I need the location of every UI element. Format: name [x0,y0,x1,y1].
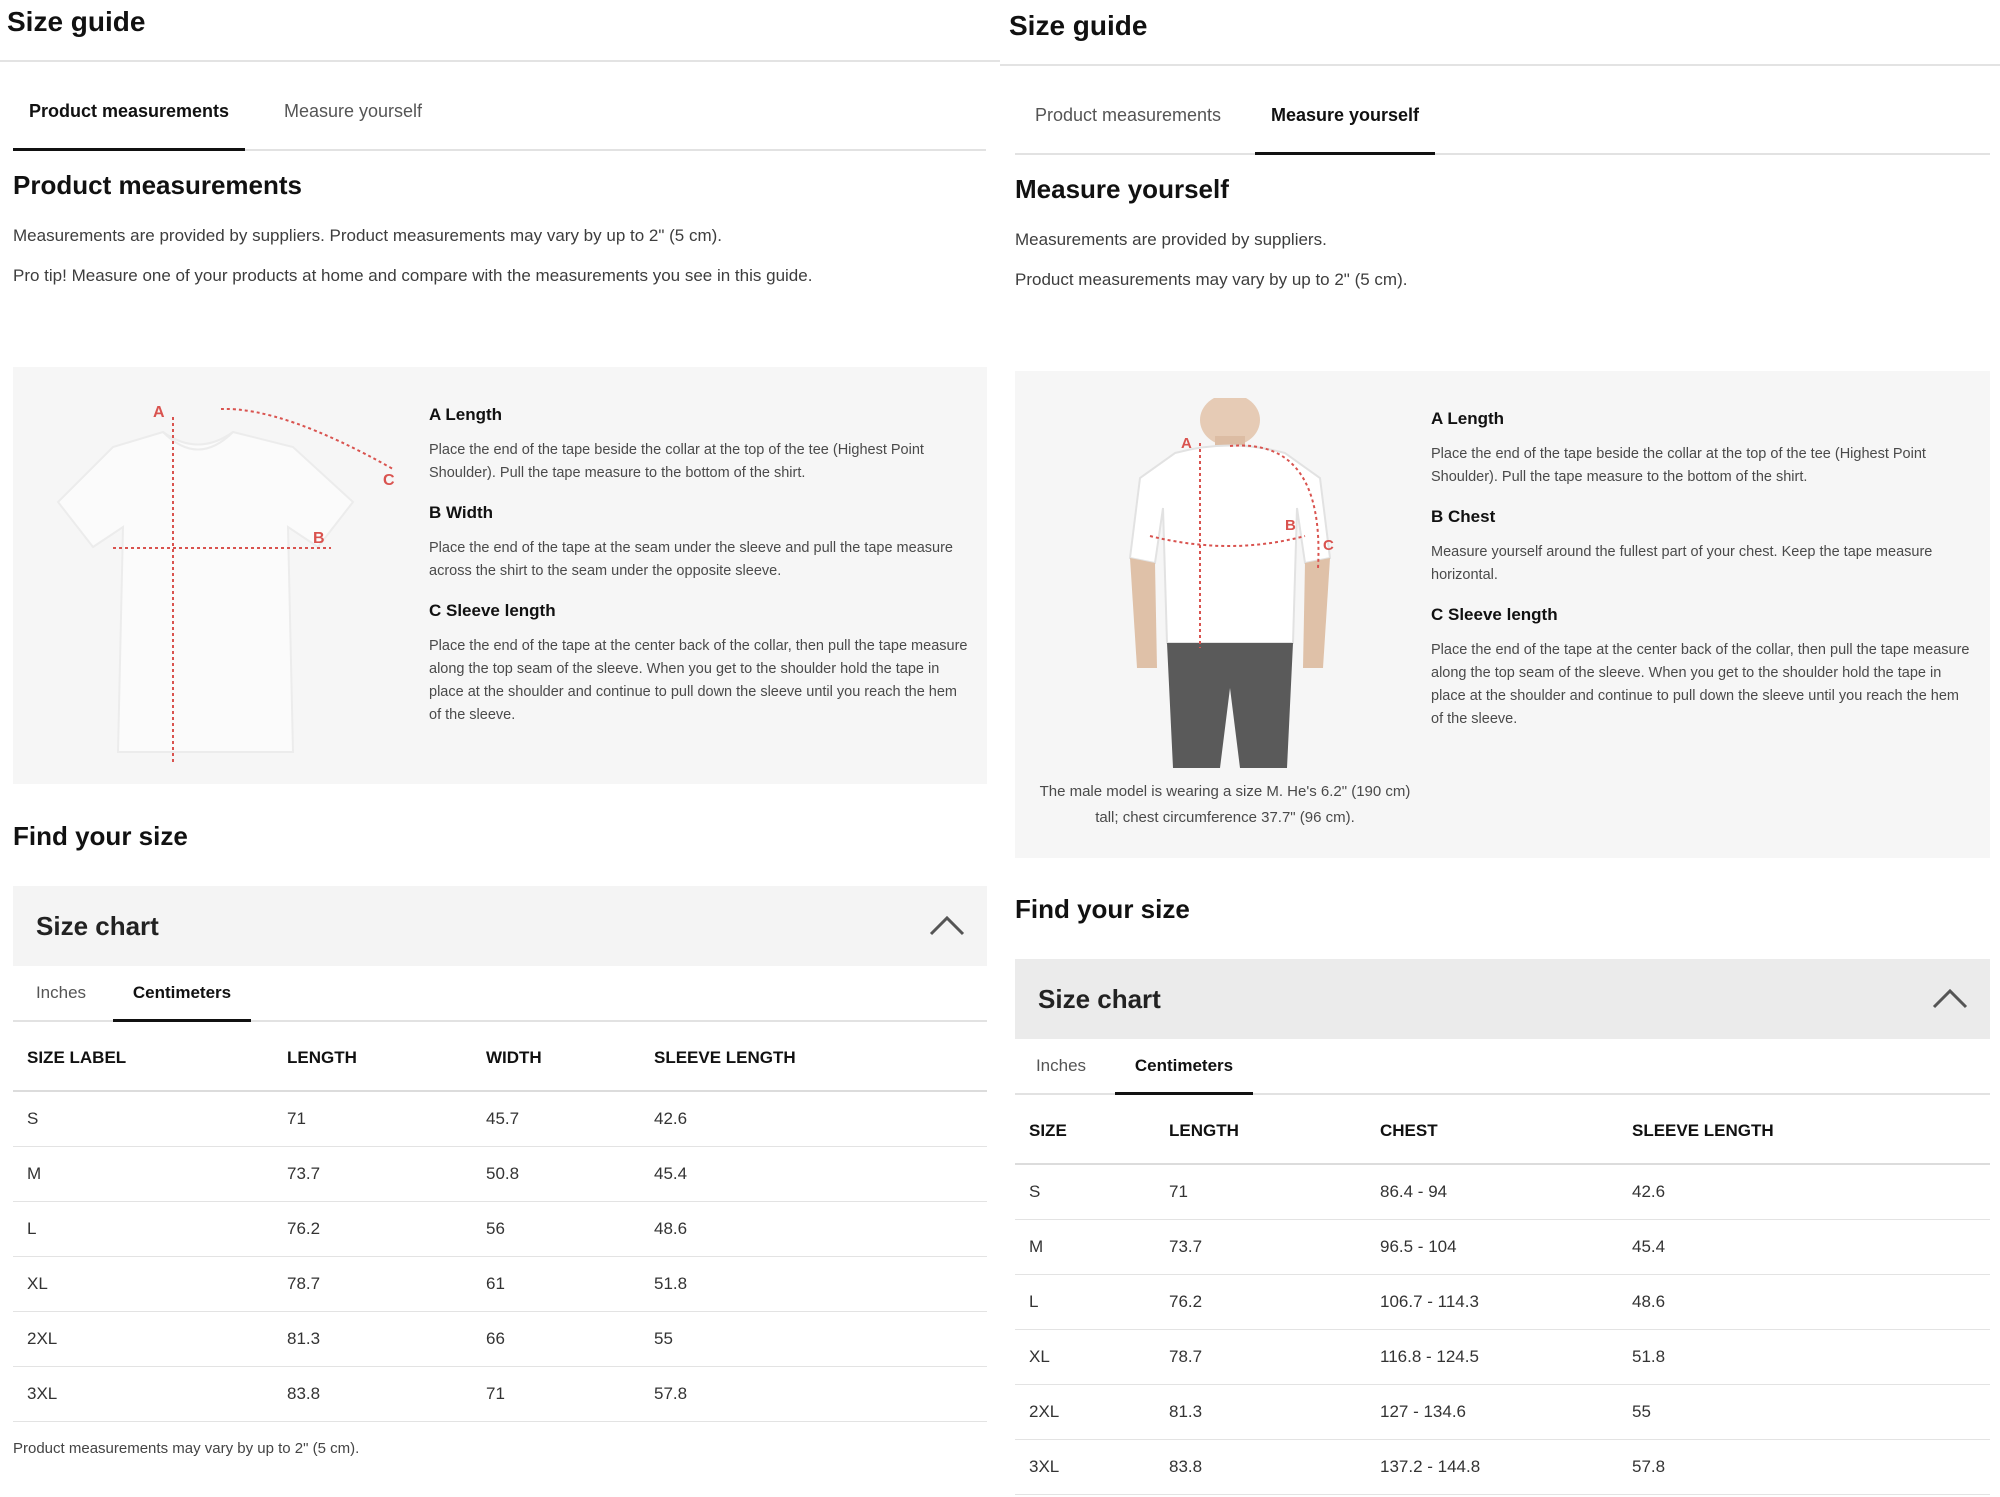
tab-product-measurements[interactable]: Product measurements [1034,105,1222,125]
table-cell: 48.6 [1618,1275,1990,1330]
tab-inches[interactable]: Inches [35,983,87,1002]
table-cell: 86.4 - 94 [1366,1164,1618,1220]
tshirt-diagram [43,397,413,767]
section-heading: Measure yourself [1015,174,1229,204]
table-row [13,1091,987,1147]
table-cell: M [13,1147,273,1202]
column-header: LENGTH [1155,1099,1366,1164]
table-cell: 137.2 - 144.8 [1366,1440,1618,1495]
table-cell: 76.2 [1155,1275,1366,1330]
column-header: LENGTH [273,1026,472,1091]
chevron-up-icon[interactable] [1930,981,1970,1017]
tab-centimeters[interactable]: Centimeters [113,966,251,1022]
table-cell: 3XL [1015,1440,1155,1495]
table-cell: XL [13,1257,273,1312]
table-cell: 48.6 [640,1202,987,1257]
label-c: C [383,472,395,489]
tab-product-measurements[interactable]: Product measurements [13,71,245,151]
column-header: SLEEVE LENGTH [640,1026,987,1091]
measurement-steps [1431,409,1971,749]
table-cell: 45.7 [472,1091,640,1147]
column-header: CHEST [1366,1099,1618,1164]
table-cell: S [1015,1164,1155,1220]
table-row [1015,1440,1990,1495]
size-chart-label: Size chart [36,911,159,941]
step-length-text: Place the end of the tape beside the collar at the top of the tee (Highest Point Shoulder). Pull the tape measure to the bottom of the shirt. [429,442,924,481]
table-cell: L [1015,1275,1155,1330]
table-row [13,1257,987,1312]
table-cell: 71 [273,1091,472,1147]
table-cell: 81.3 [273,1312,472,1367]
table-header-row [13,1026,987,1091]
table-cell: 96.5 - 104 [1366,1220,1618,1275]
unit-tabs [13,966,987,1022]
table-row [1015,1220,1990,1275]
step-chest-text: Measure yourself around the fullest part of your chest. Keep the tape measure horizontal. [1431,544,1933,583]
table-cell: 50.8 [472,1147,640,1202]
step-chest-title: B Chest [1431,507,1496,526]
size-chart-accordion[interactable] [1015,959,1990,1039]
pro-tip-paragraph: Pro tip! Measure one of your products at home and compare with the measurements you see in this guide. [13,266,813,285]
table-cell: 76.2 [273,1202,472,1257]
table-cell: 73.7 [1155,1220,1366,1275]
table-cell: M [1015,1220,1155,1275]
label-a: A [153,404,165,421]
label-b: B [1285,517,1296,534]
model-figure [1115,398,1345,768]
tab-inches[interactable]: Inches [1035,1056,1087,1075]
table-cell: 78.7 [273,1257,472,1312]
step-sleeve-title: C Sleeve length [429,601,556,620]
label-c: C [1323,537,1334,554]
intro-paragraph: Measurements are provided by suppliers. [1015,230,1327,249]
size-guide-title: Size guide [7,6,146,37]
table-cell: 57.8 [640,1367,987,1422]
table-row [13,1367,987,1422]
step-sleeve-title: C Sleeve length [1431,605,1558,624]
variance-paragraph: Product measurements may vary by up to 2" (5 cm). [1015,270,1408,289]
size-chart-accordion[interactable] [13,886,987,966]
title-divider [1000,64,2000,66]
model-caption: The male model is wearing a size M. He's 6.2" (190 cm) tall; chest circumference 37.7" (96 cm). [1039,783,1411,826]
model-left-arm [1130,558,1157,668]
table-row [13,1202,987,1257]
table-cell: XL [1015,1330,1155,1385]
guide-tabs [1015,75,1990,155]
size-guide-title: Size guide [1009,10,1148,41]
table-cell: 55 [1618,1385,1990,1440]
table-cell: 51.8 [1618,1330,1990,1385]
model-pants [1167,643,1293,768]
table-header-row [1015,1099,1990,1164]
table-row [1015,1164,1990,1220]
unit-tabs [1015,1039,1990,1095]
size-table [1015,1099,1990,1495]
column-header: SIZE LABEL [13,1026,273,1091]
table-row [1015,1275,1990,1330]
table-cell: 45.4 [640,1147,987,1202]
table-cell: 57.8 [1618,1440,1990,1495]
step-width-title: B Width [429,503,494,522]
size-table [13,1026,987,1422]
title-divider [0,60,1000,62]
table-row [13,1147,987,1202]
table-cell: 78.7 [1155,1330,1366,1385]
table-cell: 56 [472,1202,640,1257]
table-cell: L [13,1202,273,1257]
step-width-text: Place the end of the tape at the seam under the sleeve and pull the tape measure across the shirt to the seam under the opposite sleeve. [429,540,953,579]
table-cell: 71 [1155,1164,1366,1220]
size-guide-measure-yourself [1000,0,2000,1497]
column-header: SIZE [1015,1099,1155,1164]
guide-tabs [13,71,986,151]
find-your-size-heading: Find your size [1015,894,1190,924]
chevron-up-icon[interactable] [927,908,967,944]
measurement-diagram-panel [1015,371,1990,858]
step-length-text: Place the end of the tape beside the collar at the top of the tee (Highest Point Shoulder). Pull the tape measure to the bottom of the shirt. [1431,446,1926,485]
tab-measure-yourself[interactable]: Measure yourself [283,101,423,121]
label-a: A [1181,435,1192,452]
table-cell: 61 [472,1257,640,1312]
size-chart-label: Size chart [1038,984,1161,1014]
step-length-title: A Length [429,405,503,424]
table-cell: 2XL [1015,1385,1155,1440]
table-row [1015,1330,1990,1385]
step-length-title: A Length [1431,409,1505,428]
step-sleeve-text: Place the end of the tape at the center back of the collar, then pull the tape measure along the top seam of the sleeve. When you get to the shoulder hold the tape in place at the shoulder and continue to pull down the sleeve until you reach the hem of the sleeve. [1431,642,1970,727]
section-heading: Product measurements [13,170,302,200]
table-cell: 116.8 - 124.5 [1366,1330,1618,1385]
measurement-diagram-panel [13,367,987,784]
table-row [13,1312,987,1367]
table-cell: 42.6 [640,1091,987,1147]
table-cell: 45.4 [1618,1220,1990,1275]
label-b: B [313,530,325,547]
tab-centimeters[interactable]: Centimeters [1115,1039,1253,1095]
table-cell: 81.3 [1155,1385,1366,1440]
table-cell: 106.7 - 114.3 [1366,1275,1618,1330]
model-right-arm [1303,558,1330,668]
intro-paragraph: Measurements are provided by suppliers. Product measurements may vary by up to 2" (5 cm). [13,226,722,245]
table-cell: 55 [640,1312,987,1367]
measurement-steps [429,405,969,745]
table-cell: 66 [472,1312,640,1367]
table-cell: 73.7 [273,1147,472,1202]
footnote: Product measurements may vary by up to 2" (5 cm). [13,1440,360,1457]
step-sleeve-text: Place the end of the tape at the center back of the collar, then pull the tape measure along the top seam of the sleeve. When you get to the shoulder hold the tape in place at the shoulder and continue to pull down the sleeve until you reach the hem of the sleeve. [429,638,968,723]
table-row [1015,1385,1990,1440]
table-cell: 83.8 [273,1367,472,1422]
find-your-size-heading: Find your size [13,821,188,851]
table-cell: 71 [472,1367,640,1422]
table-cell: 51.8 [640,1257,987,1312]
table-cell: 42.6 [1618,1164,1990,1220]
table-cell: 83.8 [1155,1440,1366,1495]
table-cell: S [13,1091,273,1147]
table-cell: 2XL [13,1312,273,1367]
table-cell: 127 - 134.6 [1366,1385,1618,1440]
column-header: WIDTH [472,1026,640,1091]
tab-measure-yourself[interactable]: Measure yourself [1255,75,1435,155]
column-header: SLEEVE LENGTH [1618,1099,1990,1164]
model-shirt [1130,446,1330,644]
table-cell: 3XL [13,1367,273,1422]
tshirt-outline [58,432,353,752]
